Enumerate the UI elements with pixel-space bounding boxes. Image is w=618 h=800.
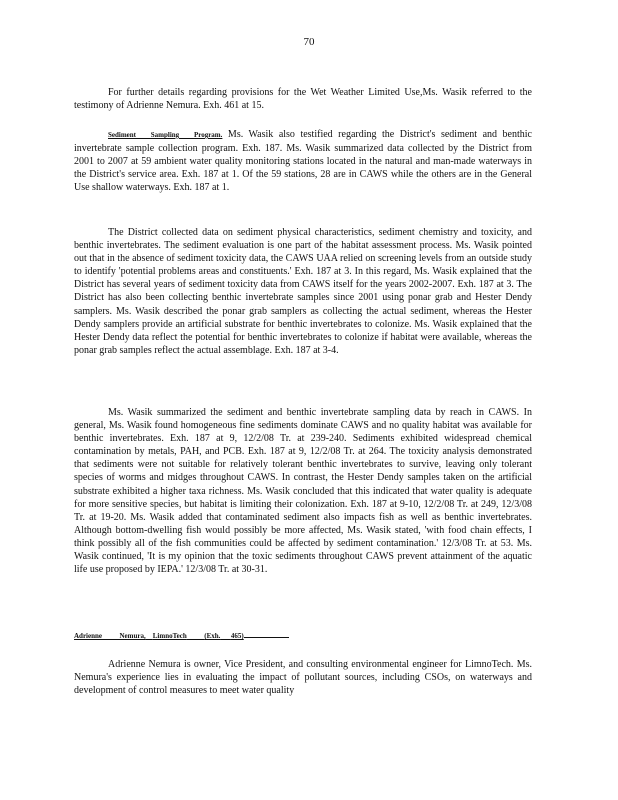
section-heading-nemura — [74, 630, 289, 640]
heading-underline-rule — [244, 630, 289, 638]
paragraph-1: For further details regarding provisions for the Wet Weather Limited Use,Ms. Wasik referred to the testimony of Adrienne Nemura. Exh. 461 at 15. — [74, 87, 532, 112]
paragraph-2-text: Ms. Wasik also testified regarding the District's sediment and benthic invertebrate sample collection program. Exh. 187. Ms. Wasik summarized data collected by the District from 2001 to 2007 at 59 ambient water quality monitoring stations located in the natural and man-made waterways in the District's service area. Exh. 187 at 1. Of the 59 stations, 28 are in CAWS while the others are in the General Use shallow waterways. Exh. 187 at 1. — [74, 129, 532, 194]
heading-exh-number: 465) — [230, 632, 244, 640]
heading-last-name: Nemura, — [119, 632, 146, 640]
page-number: 70 — [303, 36, 315, 48]
paragraph-5: Adrienne Nemura is owner, Vice President, and consulting environmental engineer for LimnoTech. Ms. Nemura's experience lies in evaluating the impact of pollutant sources, including CSOs, on waterways and development of control measures to meet water quality — [74, 659, 532, 697]
paragraph-2 — [74, 128, 532, 194]
paragraph-4: Ms. Wasik summarized the sediment and benthic invertebrate sampling data by reach in CAWS. In general, Ms. Wasik found homogeneous fine sediments dominate CAWS and no quality habitat was available for benthic invertebrates. Exh. 187 at 9, 12/2/08 Tr. at 239-240. Sediments exhibited widespread chemical contamination by metals, PAH, and PCB. Exh. 187 at 9, 12/2/08 Tr. at 264. The toxicity analysis demonstrated that sediments were not suitable for relatively tolerant benthic invertebrates to survive, leaving only tolerant species of worms and midges throughout CAWS. In contrast, the Hester Dendy samples taken on the artificial substrate exhibited a higher taxa richness. Ms. Wasik concluded that this indicated that water quality is adequate for more sensitive species, but habitat is limiting their colonization. Exh. 187 at 9-10, 12/2/08 Tr. at 249, 12/3/08 Tr. at 19-20. Ms. Wasik added that contaminated sediment also impacts fish as well as benthic invertebrates. Although bottom-dwelling fish would possibly be more affected, Ms. Wasik stated, 'with food chain effects, I think possibly all of the fish communities could be affected by sediment contamination.' 12/3/08 Tr. at 53. Ms. Wasik continued, 'It is my opinion that the toxic sediments throughout CAWS prevent attainment of the aquatic life use proposed by IEPA.' 12/3/08 Tr. at 30-31. — [74, 407, 532, 576]
heading-firm: LimnoTech — [152, 632, 187, 640]
section-heading-sediment: Sediment Sampling Program. — [108, 131, 223, 139]
heading-first-name: Adrienne — [74, 632, 102, 640]
heading-exh: (Exh. — [204, 632, 221, 640]
paragraph-3: The District collected data on sediment physical characteristics, sediment chemistry and toxicity, and benthic invertebrates. The sediment evaluation is one part of the habitat assessment process. Ms. Wasik pointed out that in the absence of sediment toxicity data, the CAWS UAA relied on screening levels from an outside study to identify 'potential problems areas and constituents.' Exh. 187 at 3. In this regard, Ms. Wasik explained that the District has several years of sediment toxicity data from CAWS itself for the years 2002-2007. Exh. 187 at 3. The District has also been collecting benthic invertebrate samples since 2001 using ponar grab and Hester Dendy samplers. Ms. Wasik described the ponar grab samplers as collecting the actual sediment, whereas the Hester Dendy samplers provide an artificial substrate for benthic invertebrates to colonize. Ms. Wasik explained that the Hester Dendy data reflect the potential for benthic invertebrates to colonize if habitat were available, whereas the ponar grab samples reflect the actual assemblage. Exh. 187 at 3-4. — [74, 227, 532, 356]
